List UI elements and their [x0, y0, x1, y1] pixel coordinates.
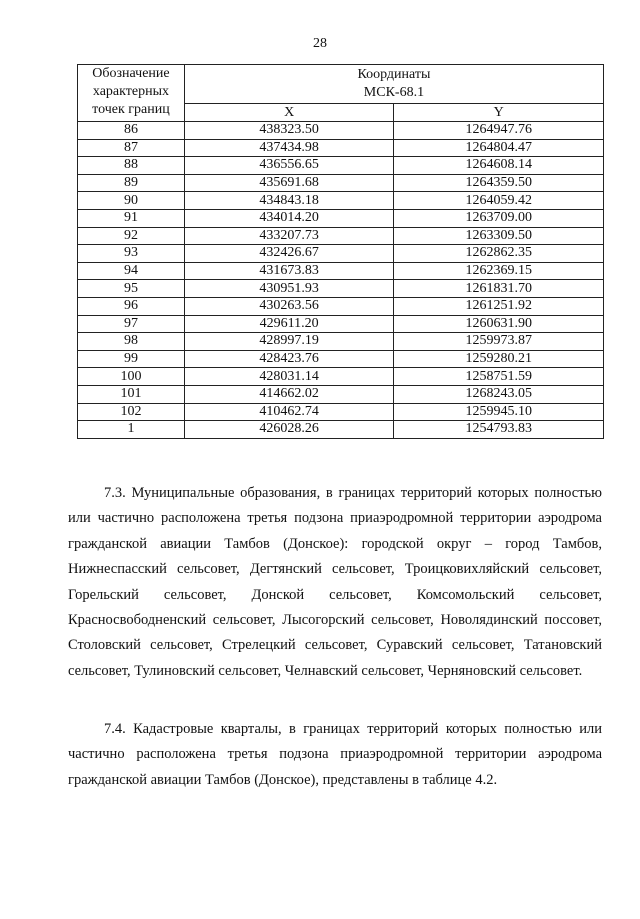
- y-coordinate-cell: 1264608.14: [394, 157, 604, 175]
- x-coordinate-cell: 428997.19: [184, 333, 394, 351]
- point-id-cell: 1: [78, 421, 185, 439]
- table-row: [78, 368, 604, 386]
- x-coordinate-cell: 414662.02: [184, 385, 394, 403]
- point-id-header-line: Обозначение: [92, 66, 170, 81]
- x-coordinate-cell: 432426.67: [184, 245, 394, 263]
- x-coordinate-cell: 437434.98: [184, 139, 394, 157]
- table-row: [78, 297, 604, 315]
- coordinates-header: [184, 65, 603, 104]
- coordinates-header-line: Координаты: [357, 67, 431, 82]
- y-coordinate-cell: 1261251.92: [394, 297, 604, 315]
- point-id-cell: 97: [78, 315, 185, 333]
- x-column-header: X: [184, 104, 394, 122]
- paragraph-7-4: [68, 717, 602, 793]
- paragraph-7-3: [68, 481, 602, 684]
- point-id-cell: 93: [78, 245, 185, 263]
- table-row: [78, 350, 604, 368]
- point-id-cell: 87: [78, 139, 185, 157]
- x-coordinate-cell: 426028.26: [184, 421, 394, 439]
- paragraph-7-4-text: 7.4. Кадастровые кварталы, в границах территорий которых полностью или частично расположена третья подзона приаэродромной территории аэродрома гражданской авиации Тамбов (Донское), представлены в таблице 4.2.: [68, 721, 602, 788]
- table-row: [78, 333, 604, 351]
- x-coordinate-cell: 430951.93: [184, 280, 394, 298]
- paragraph-7-3-text: 7.3. Муниципальные образования, в границах территорий которых полностью или частично расположена третья подзона приаэродромной территории аэродрома гражданской авиации Тамбов (Донское): городской округ – город Тамбов, Нижнеспасский сельсовет, Дегтянский сельсовет, Троицковихляйский сельсовет, Горельский сельсовет, Донской сельсовет, Комсомольский сельсовет, Красносвободненский сельсовет, Лысогорский сельсовет, Новолядинский поссовет, Столовский сельсовет, Стрелецкий сельсовет, Суравский сельсовет, Татановский сельсовет, Тулиновский сельсовет, Челнавский сельсовет, Черняновский сельсовет.: [68, 485, 602, 679]
- y-coordinate-cell: 1254793.83: [394, 421, 604, 439]
- table-row: [78, 385, 604, 403]
- point-id-cell: 102: [78, 403, 185, 421]
- point-id-cell: 95: [78, 280, 185, 298]
- table-row: [78, 122, 604, 140]
- y-coordinate-cell: 1259280.21: [394, 350, 604, 368]
- x-coordinate-cell: 433207.73: [184, 227, 394, 245]
- y-coordinate-cell: 1268243.05: [394, 385, 604, 403]
- coordinates-system-line: МСК-68.1: [363, 85, 425, 100]
- table-row: [78, 139, 604, 157]
- x-coordinate-cell: 435691.68: [184, 174, 394, 192]
- x-coordinate-cell: 410462.74: [184, 403, 394, 421]
- y-coordinate-cell: 1260631.90: [394, 315, 604, 333]
- point-id-cell: 90: [78, 192, 185, 210]
- x-coordinate-cell: 434014.20: [184, 209, 394, 227]
- point-id-cell: 98: [78, 333, 185, 351]
- y-coordinate-cell: 1264947.76: [394, 122, 604, 140]
- point-id-cell: 101: [78, 385, 185, 403]
- y-coordinate-cell: 1261831.70: [394, 280, 604, 298]
- point-id-cell: 86: [78, 122, 185, 140]
- y-coordinate-cell: 1264359.50: [394, 174, 604, 192]
- point-id-cell: 92: [78, 227, 185, 245]
- table-row: [78, 174, 604, 192]
- page-number: 28: [313, 36, 327, 51]
- coordinates-table: [77, 64, 604, 439]
- table-row: [78, 315, 604, 333]
- table-row: [78, 262, 604, 280]
- y-coordinate-cell: 1258751.59: [394, 368, 604, 386]
- x-coordinate-cell: 428423.76: [184, 350, 394, 368]
- x-coordinate-cell: 430263.56: [184, 297, 394, 315]
- table-header: [78, 65, 604, 122]
- table-row: [78, 421, 604, 439]
- y-coordinate-cell: 1262862.35: [394, 245, 604, 263]
- point-id-cell: 96: [78, 297, 185, 315]
- point-id-cell: 94: [78, 262, 185, 280]
- x-coordinate-cell: 438323.50: [184, 122, 394, 140]
- y-coordinate-cell: 1259945.10: [394, 403, 604, 421]
- point-id-header: [78, 65, 185, 122]
- table-row: [78, 192, 604, 210]
- x-coordinate-cell: 434843.18: [184, 192, 394, 210]
- table-row: [78, 157, 604, 175]
- table-row: [78, 227, 604, 245]
- point-id-cell: 91: [78, 209, 185, 227]
- table-row: [78, 209, 604, 227]
- table-body: [78, 122, 604, 439]
- point-id-cell: 89: [78, 174, 185, 192]
- y-coordinate-cell: 1264804.47: [394, 139, 604, 157]
- x-coordinate-cell: 428031.14: [184, 368, 394, 386]
- point-id-cell: 100: [78, 368, 185, 386]
- y-coordinate-cell: 1259973.87: [394, 333, 604, 351]
- y-coordinate-cell: 1263709.00: [394, 209, 604, 227]
- y-coordinate-cell: 1264059.42: [394, 192, 604, 210]
- table-row: [78, 280, 604, 298]
- y-column-header: Y: [394, 104, 604, 122]
- x-coordinate-cell: 431673.83: [184, 262, 394, 280]
- x-coordinate-cell: 429611.20: [184, 315, 394, 333]
- point-id-cell: 99: [78, 350, 185, 368]
- table-row: [78, 245, 604, 263]
- point-id-header-line: характерных: [92, 84, 169, 99]
- y-coordinate-cell: 1262369.15: [394, 262, 604, 280]
- y-coordinate-cell: 1263309.50: [394, 227, 604, 245]
- x-coordinate-cell: 436556.65: [184, 157, 394, 175]
- point-id-cell: 88: [78, 157, 185, 175]
- table-row: [78, 403, 604, 421]
- point-id-header-line: точек границ: [92, 102, 170, 117]
